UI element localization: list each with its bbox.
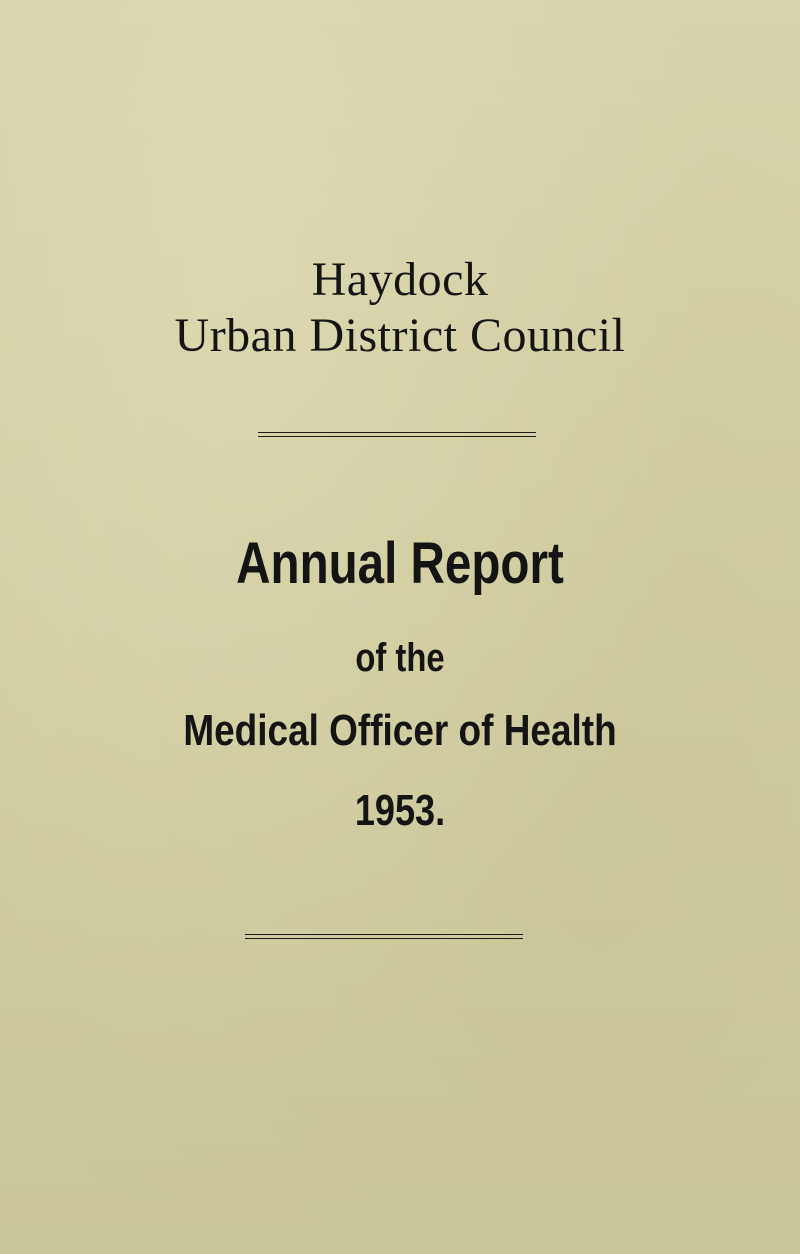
report-title: Annual Report <box>236 531 564 596</box>
report-subject: Medical Officer of Health <box>183 706 617 755</box>
report-connector: of the <box>355 636 445 680</box>
bottom-double-rule <box>245 934 523 935</box>
top-double-rule <box>258 432 536 433</box>
report-year: 1953. <box>354 786 446 835</box>
council-name-line2: Urban District Council <box>174 309 626 362</box>
council-name-line1: Haydock <box>311 253 489 306</box>
